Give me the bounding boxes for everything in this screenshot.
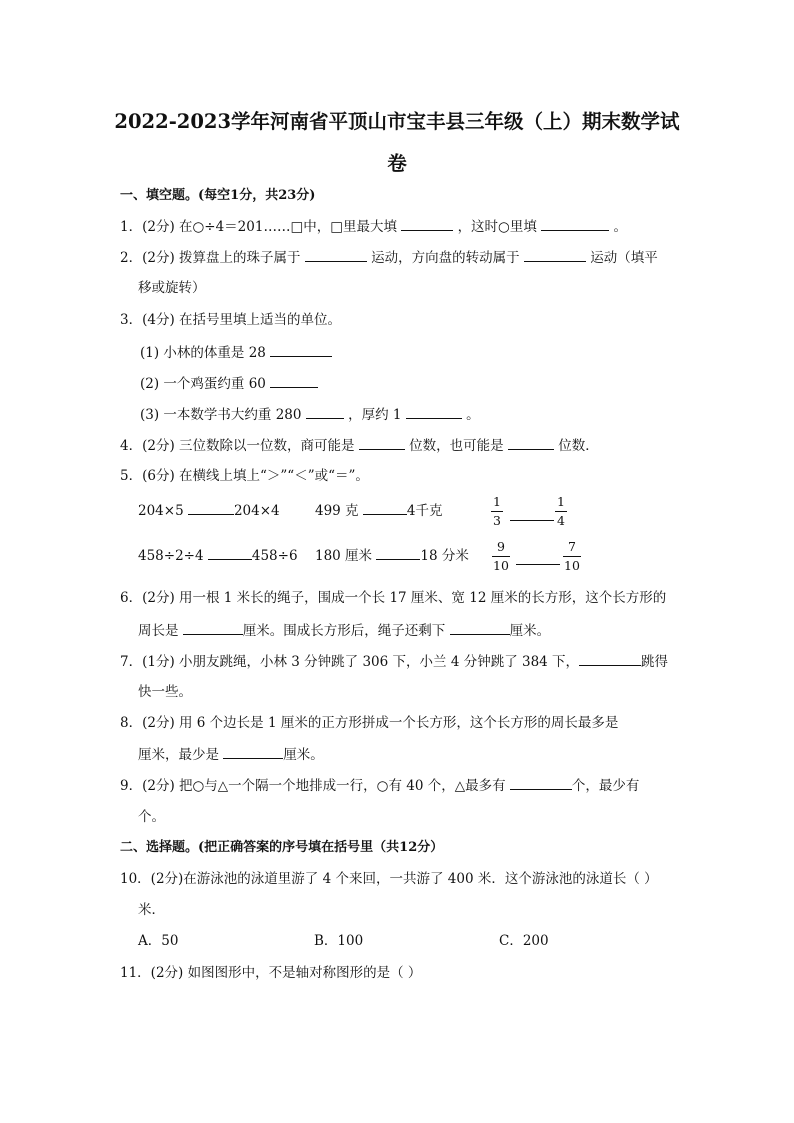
q6-blank-2[interactable] bbox=[450, 621, 510, 635]
q4-text-b: 位数，也可能是 bbox=[409, 438, 504, 454]
q5-fraction-4 bbox=[563, 540, 581, 573]
q9-blank-1[interactable] bbox=[510, 776, 572, 790]
q5-frac1-num: 1 bbox=[493, 494, 501, 509]
q5-frac3-den: 10 bbox=[493, 558, 509, 573]
q1-text-b: ，这时○里填 bbox=[457, 219, 537, 235]
q5-fraction-1 bbox=[491, 495, 503, 528]
q8-blank-2[interactable] bbox=[223, 745, 283, 759]
q4-blank-1[interactable] bbox=[359, 436, 405, 450]
q3-sub3-blank-1[interactable] bbox=[306, 405, 344, 419]
q5-r1-a-left: 204×5 bbox=[138, 503, 184, 519]
q6-text-d: 厘米。 bbox=[509, 623, 551, 639]
q9-text-b: 个，最少有 bbox=[571, 778, 640, 794]
q3-sub2-text: (2) 一个鸡蛋约重 60 bbox=[140, 376, 266, 392]
q5-compare-4 bbox=[315, 546, 469, 565]
q5-r1-a-blank[interactable] bbox=[188, 501, 234, 515]
q5-r2-b-right: 18 分米 bbox=[420, 548, 469, 564]
q10-text-a: 10．(2分)在游泳池的泳道里游了 4 个来回，一共游了 400 米．这个游泳池的泳道长（ ） bbox=[120, 871, 658, 887]
q1-text-a: 1．(2分) 在○÷4＝201……□中，□里最大填 bbox=[120, 219, 397, 235]
q4-text-c: 位数． bbox=[558, 438, 599, 454]
q3-sub3-text-c: 。 bbox=[466, 407, 480, 423]
question-11: 11．(2分) 如图图形中，不是轴对称图形的是（ ） bbox=[120, 965, 422, 981]
q5-fraction-3 bbox=[492, 540, 510, 573]
paper-title-line2: 卷 bbox=[387, 152, 407, 175]
section2-heading: 二、选择题。(把正确答案的序号填在括号里（共12分） bbox=[120, 840, 444, 855]
q5-compare-3 bbox=[138, 546, 298, 565]
q8-text-a: 8．(2分) 用 6 个边长是 1 厘米的正方形拼成一个长方形，这个长方形的周长最多是 bbox=[120, 715, 619, 731]
paper-title-line1: 2022-2023学年河南省平顶山市宝丰县三年级（上）期末数学试 bbox=[114, 110, 680, 133]
q3-sub3-blank-2[interactable] bbox=[406, 405, 462, 419]
q3-sub3-text-a: (3) 一本数学书大约重 280 bbox=[140, 407, 302, 423]
q5-frac4-den: 10 bbox=[564, 558, 580, 573]
q1-blank-2[interactable] bbox=[541, 217, 609, 231]
q5-frac3-bar bbox=[492, 556, 510, 557]
q3-sub1 bbox=[140, 343, 332, 362]
q5-r1-a-right: 204×4 bbox=[233, 503, 280, 519]
q5-frac1-bar bbox=[491, 511, 503, 512]
question-3: 3．(4分) 在括号里填上适当的单位。 bbox=[120, 312, 342, 328]
q10-text-b: 米． bbox=[138, 902, 165, 918]
question-6-line2 bbox=[138, 621, 550, 640]
q1-blank-1[interactable] bbox=[401, 217, 453, 231]
q2-text-c: 运动（填平 bbox=[590, 250, 658, 266]
q4-text-a: 4．(2分) 三位数除以一位数，商可能是 bbox=[120, 438, 355, 454]
q2-blank-2[interactable] bbox=[524, 248, 586, 262]
q5-r1-b-blank[interactable] bbox=[363, 501, 407, 515]
q5-compare-2 bbox=[315, 501, 442, 520]
q5-r1-b-left: 499 克 bbox=[315, 503, 359, 519]
q5-r2-a-right: 458÷6 bbox=[251, 548, 298, 564]
q4-blank-2[interactable] bbox=[508, 436, 554, 450]
q7-text-b: 跳得 bbox=[641, 654, 669, 670]
q5-r2-a-left: 458÷2÷4 bbox=[138, 548, 204, 564]
q6-text-a: 6．(2分) 用一根 1 米长的绳子，围成一个长 17 厘米、宽 12 厘米的长方形，这个长方形的 bbox=[120, 590, 667, 606]
q9-text-a: 9．(2分) 把○与△一个隔一个地排成一行，○有 40 个，△最多有 bbox=[120, 778, 506, 794]
q3-sub3 bbox=[140, 405, 480, 424]
q8-text-c: 厘米。 bbox=[283, 747, 324, 763]
q1-text-c: 。 bbox=[613, 219, 627, 235]
q5-frac2-den: 4 bbox=[557, 513, 565, 528]
q5-compare-1 bbox=[138, 501, 280, 520]
q5-frac4-bar bbox=[563, 556, 581, 557]
q3-sub3-text-b: ，厚约 1 bbox=[348, 407, 402, 423]
q5-frac2-num: 1 bbox=[557, 494, 565, 509]
q5-frac3-num: 9 bbox=[497, 539, 505, 554]
q10-option-a[interactable]: A．50 bbox=[138, 933, 179, 949]
q5-frac-blank-2[interactable] bbox=[516, 564, 560, 565]
q7-text-a: 7．(1分) 小朋友跳绳，小林 3 分钟跳了 306 下，小兰 4 分钟跳了 384 下， bbox=[120, 654, 580, 670]
q9-text-c: 个。 bbox=[138, 809, 165, 825]
q5-frac4-num: 7 bbox=[568, 539, 576, 554]
q6-text-c: 厘米。围成长方形后，绳子还剩下 bbox=[242, 623, 446, 639]
q5-frac1-den: 3 bbox=[493, 513, 501, 528]
section1-heading: 一、填空题。(每空1分，共23分) bbox=[120, 188, 316, 203]
question-5: 5．(6分) 在横线上填上“＞”“＜”或“＝”。 bbox=[120, 468, 369, 484]
q2-text-b: 运动，方向盘的转动属于 bbox=[371, 250, 520, 266]
q5-frac2-bar bbox=[555, 511, 567, 512]
q3-sub2 bbox=[140, 374, 318, 393]
q5-r2-a-blank[interactable] bbox=[208, 546, 252, 560]
q3-sub1-blank[interactable] bbox=[270, 343, 332, 357]
question-9 bbox=[120, 776, 639, 795]
q2-blank-1[interactable] bbox=[305, 248, 367, 262]
q6-blank-1[interactable] bbox=[183, 621, 243, 635]
q6-text-b: 周长是 bbox=[138, 623, 179, 639]
q5-frac-blank-1[interactable] bbox=[510, 520, 554, 521]
q7-text-c: 快一些。 bbox=[138, 684, 192, 700]
question-7 bbox=[120, 652, 668, 671]
q10-option-b[interactable]: B．100 bbox=[314, 933, 364, 949]
q2-text-d: 移或旋转） bbox=[138, 280, 206, 296]
question-8-line2 bbox=[138, 745, 324, 764]
q5-r2-b-left: 180 厘米 bbox=[315, 548, 373, 564]
q3-sub1-text: (1) 小林的体重是 28 bbox=[140, 345, 266, 361]
q5-r1-b-right: 4千克 bbox=[406, 503, 443, 519]
q3-sub2-blank[interactable] bbox=[270, 374, 318, 388]
q10-option-c[interactable]: C．200 bbox=[499, 933, 549, 949]
q5-r2-b-blank[interactable] bbox=[376, 546, 420, 560]
q2-text-a: 2．(2分) 拨算盘上的珠子属于 bbox=[120, 250, 301, 266]
question-4 bbox=[120, 436, 599, 455]
q5-fraction-2 bbox=[555, 495, 567, 528]
question-1 bbox=[120, 217, 627, 236]
q7-blank[interactable] bbox=[579, 652, 641, 666]
question-2 bbox=[120, 248, 658, 267]
q8-text-b: 厘米，最少是 bbox=[138, 747, 219, 763]
